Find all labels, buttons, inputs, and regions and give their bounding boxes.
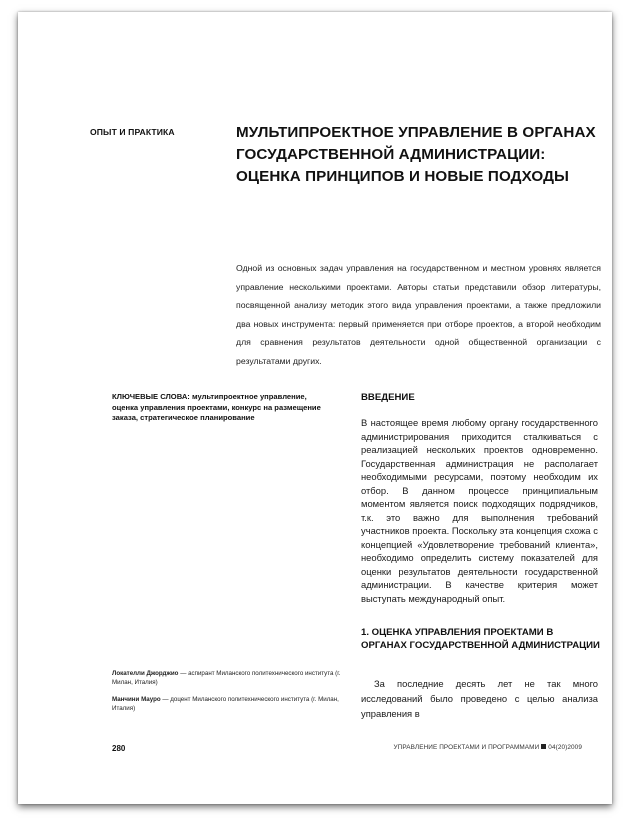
section1-text: За последние десять лет не так много исследований было проведено с целью анализа управления в [361, 678, 598, 719]
intro-text: В настоящее время любому органу государственного администрирования приходится сталкиваться с реализацией нескольких проектов одновременно. Государственная администрация не располагает необходимыми ресурсами, поэтому необходим их отбор. В данном процессе принципиальным моментом является поиск подходящих подрядчиков, т.к. это важно для выполнения требований участников проекта. Поскольку эта концепция схожа с концепцией «Удовлетворение требований клиента», необходимо определить систему показателей для оценки результатов деятельности государственной администрации. В качестве критерия может выступать международный опыт. [361, 417, 598, 604]
square-separator-icon [541, 744, 546, 749]
article-title: МУЛЬТИПРОЕКТНОЕ УПРАВЛЕНИЕ В ОРГАНАХ ГОСУДАРСТВЕННОЙ АДМИНИСТРАЦИИ: ОЦЕНКА ПРИНЦИПОВ И НОВЫЕ ПОДХОДЫ [236, 124, 596, 185]
article-abstract: Одной из основных задач управления на государственном и местном уровнях является управление несколькими проектами. Авторы статьи представили обзор литературы, посвященной анализу методик этого вида управления проектами, а также предложили два новых инструмента: первый применяется при отборе проектов, а второй необходим для сравнения результатов деятельности одной общественной организации с результатами других. [236, 263, 601, 366]
section1-heading: 1. ОЦЕНКА УПРАВЛЕНИЯ ПРОЕКТАМИ В ОРГАНАХ ГОСУДАРСТВЕННОЙ АДМИНИСТРАЦИИ [361, 627, 600, 651]
author-2-desc: — доцент Миланского политехнического института (г. Милан, Италия) [112, 696, 339, 712]
intro-heading: ВВЕДЕНИЕ [361, 392, 415, 403]
author-2-name: Манчини Мауро [112, 696, 161, 703]
journal-issue: 04(20)2009 [548, 744, 582, 751]
rubric-label: ОПЫТ И ПРАКТИКА [90, 127, 175, 137]
author-1-desc: — аспирант Миланского политехнического института (г. Милан, Италия) [112, 670, 341, 686]
journal-footer [393, 744, 582, 751]
author-1-name: Локателли Джорджио [112, 670, 179, 677]
author-2 [112, 695, 352, 713]
keywords: КЛЮЧЕВЫЕ СЛОВА: мультипроектное управление, оценка управления проектами, конкурс на размещение заказа, стратегическое планирование [112, 392, 321, 422]
journal-page [18, 12, 612, 804]
page-number: 280 [112, 744, 126, 753]
journal-name: УПРАВЛЕНИЕ ПРОЕКТАМИ И ПРОГРАММАМИ [393, 744, 540, 751]
author-1 [112, 669, 352, 687]
